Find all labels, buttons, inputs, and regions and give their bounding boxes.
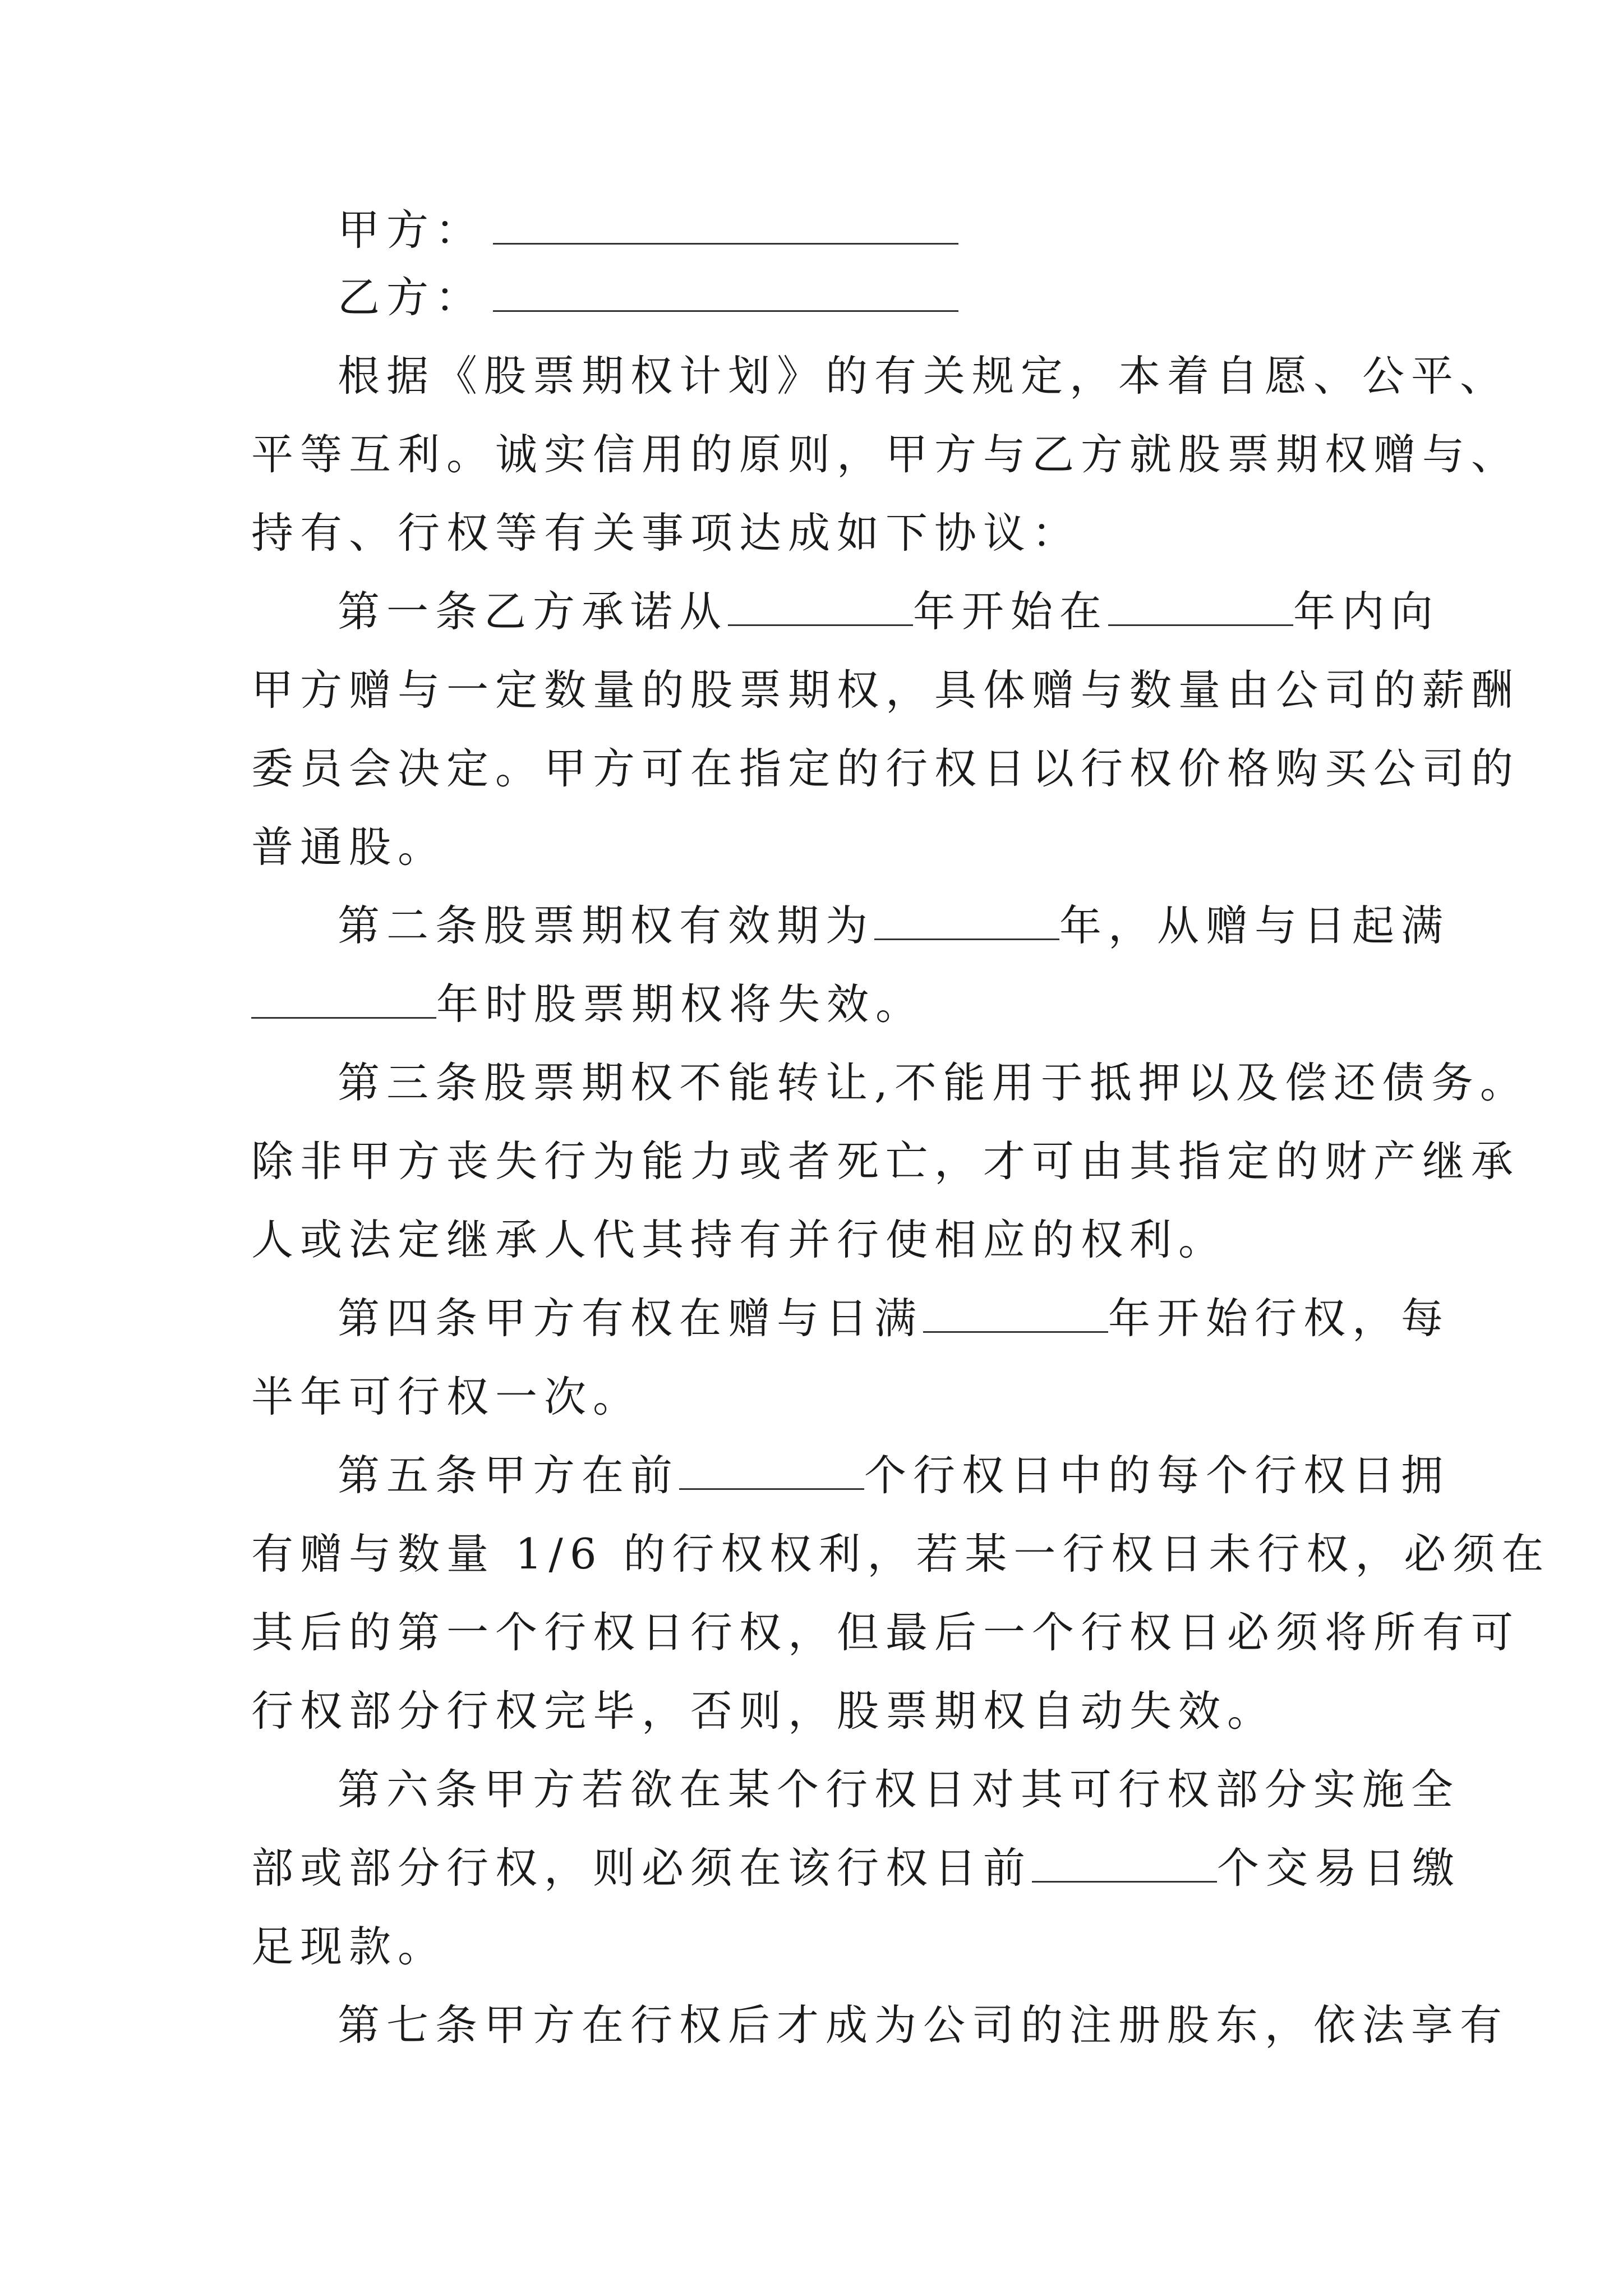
article-7 bbox=[251, 1997, 1509, 2053]
article-1-text: 年内向 bbox=[1293, 587, 1440, 636]
article-3-line: 人或法定继承人代其持有并行使相应的权利。 bbox=[251, 1215, 1228, 1264]
article-1-line-1 bbox=[251, 583, 1440, 639]
article-6-line-3: 足现款。 bbox=[251, 1922, 447, 1971]
article-4-text: 年开始行权，每 bbox=[1108, 1294, 1450, 1343]
article-1-line-4: 普通股。 bbox=[251, 822, 447, 872]
intro-line: 根据《股票期权计划》的有关规定，本着自愿、公平、 bbox=[338, 351, 1509, 401]
article-7-line-1: 第七条甲方在行权后才成为公司的注册股东，依法享有 bbox=[338, 2000, 1509, 2050]
article-4-line-1 bbox=[251, 1290, 1450, 1346]
article-1-line-2: 甲方赠与一定数量的股票期权，具体赠与数量由公司的薪酬 bbox=[251, 665, 1520, 715]
article-6 bbox=[251, 1761, 1461, 1975]
article-5-line-3: 其后的第一个行权日行权，但最后一个行权日必须将所有可 bbox=[251, 1608, 1520, 1657]
article-3-line: 第三条股票期权不能转让,不能用于抵押以及偿还债务。 bbox=[338, 1058, 1529, 1107]
article-5-line-1 bbox=[251, 1447, 1450, 1503]
exercise-days-blank bbox=[679, 1452, 864, 1490]
expiry-years-blank bbox=[251, 981, 436, 1019]
article-5-line-2: 有赠与数量 1/6 的行权权利，若某一行权日未行权，必须在 bbox=[251, 1529, 1551, 1579]
article-5 bbox=[251, 1447, 1551, 1739]
party-b-blank bbox=[493, 274, 958, 312]
intro-line: 持有、行权等有关事项达成如下协议： bbox=[251, 508, 1081, 558]
article-5-line-4: 行权部分行权完毕，否则，股票期权自动失效。 bbox=[251, 1686, 1276, 1736]
article-3-line: 除非甲方丧失行为能力或者死亡，才可由其指定的财产继承 bbox=[251, 1137, 1520, 1186]
exercise-start-blank bbox=[923, 1295, 1108, 1333]
article-6-line-1: 第六条甲方若欲在某个行权日对其可行权部分实施全 bbox=[338, 1765, 1460, 1814]
article-2-line-2 bbox=[251, 976, 1392, 1032]
party-b-line bbox=[251, 269, 1392, 325]
article-2 bbox=[251, 898, 1450, 1032]
intro-paragraph bbox=[251, 348, 1520, 561]
article-2-text: 年，从赠与日起满 bbox=[1059, 901, 1450, 950]
article-5-text: 第五条甲方在前 bbox=[338, 1451, 680, 1500]
article-6-text: 个交易日缴 bbox=[1217, 1843, 1461, 1893]
year-blank bbox=[1108, 588, 1293, 626]
document-page bbox=[251, 202, 1551, 2053]
intro-line: 平等互利。诚实信用的原则，甲方与乙方就股票期权赠与、 bbox=[251, 430, 1520, 479]
article-2-line-1 bbox=[251, 898, 1450, 954]
party-a-line bbox=[251, 202, 1392, 258]
article-4-line-2: 半年可行权一次。 bbox=[251, 1372, 642, 1421]
article-4-text: 第四条甲方有权在赠与日满 bbox=[338, 1294, 924, 1343]
trading-days-blank bbox=[1032, 1845, 1217, 1883]
article-5-text: 个行权日中的每个行权日拥 bbox=[864, 1451, 1450, 1500]
party-a-blank bbox=[493, 207, 958, 245]
article-1-text: 年开始在 bbox=[913, 587, 1109, 636]
article-1-line-3: 委员会决定。甲方可在指定的行权日以行权价格购买公司的 bbox=[251, 744, 1520, 793]
article-6-line-2 bbox=[251, 1840, 1461, 1896]
article-2-text: 年时股票期权将失效。 bbox=[436, 979, 925, 1029]
party-a-label: 甲方： bbox=[338, 205, 485, 255]
article-2-text: 第二条股票期权有效期为 bbox=[338, 901, 875, 950]
article-1-text: 第一条乙方承诺从 bbox=[338, 587, 728, 636]
validity-years-blank bbox=[874, 903, 1059, 940]
year-blank bbox=[728, 588, 913, 626]
article-3 bbox=[251, 1055, 1529, 1268]
article-4 bbox=[251, 1290, 1450, 1425]
party-b-label: 乙方： bbox=[338, 273, 485, 322]
article-1 bbox=[251, 583, 1520, 875]
article-6-text: 部或部分行权，则必须在该行权日前 bbox=[251, 1843, 1032, 1893]
